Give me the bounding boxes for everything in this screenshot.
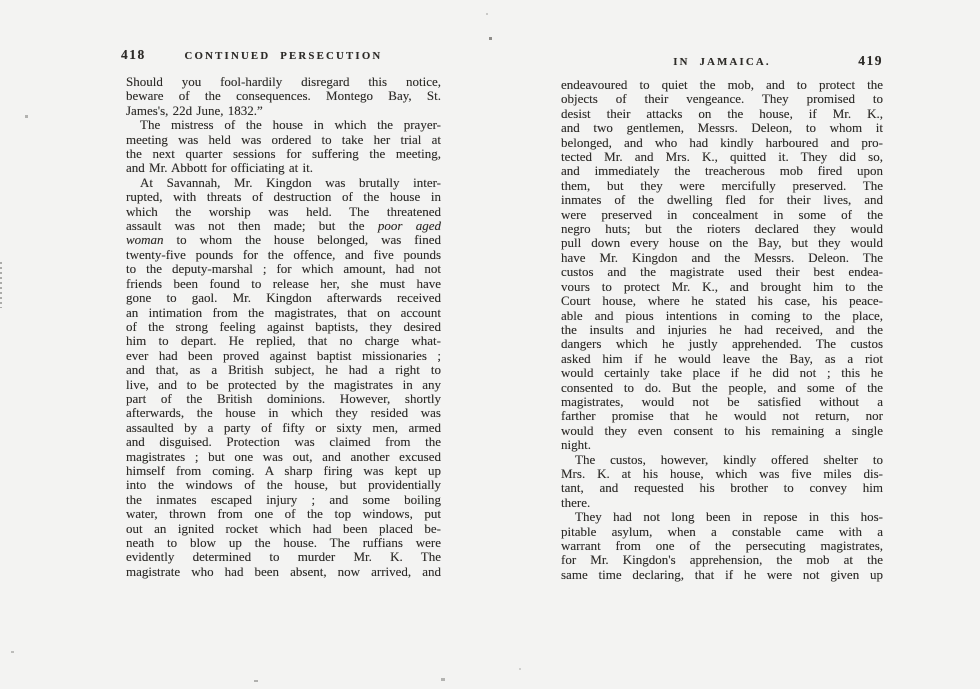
scan-speck	[486, 13, 488, 15]
page-text	[126, 75, 441, 579]
text-line: Should you fool-hardily disregard this notice,	[126, 74, 441, 89]
text-line: same time declaring, that if he were not given up	[561, 566, 883, 582]
text-line: which the worship was held. The threatened	[126, 203, 441, 219]
text-line: Mrs. K. at his house, which was five miles dis-	[561, 465, 883, 481]
text-line: desist their attacks on the house, if Mr. K.,	[561, 105, 883, 121]
right-page	[561, 55, 883, 582]
text-line: evidently determined to murder Mr. K. The	[126, 549, 441, 565]
text-line: dangers which he justly apprehended. The custos	[561, 336, 883, 352]
text-line: there.	[561, 494, 591, 510]
left-page-header	[121, 47, 441, 63]
text-line: beware of the consequences. Montego Bay, St.	[126, 88, 441, 104]
paragraph	[126, 75, 441, 118]
paragraph	[126, 118, 441, 176]
scan-speck	[489, 37, 492, 40]
text-line: pull down every house on the Bay, but they would	[561, 235, 883, 251]
text-line: magistrate who had been absent, now arrived, and	[126, 563, 441, 579]
text-line: able and pious intentions in coming to the place,	[561, 307, 883, 323]
text-line: The custos, however, kindly offered shelter to	[575, 451, 883, 467]
text-line: to the deputy-marshal ; for which amount, had not	[126, 261, 441, 277]
right-page-number: 419	[858, 53, 883, 68]
left-running-title: CONTINUED PERSECUTION	[184, 50, 383, 62]
text-line: tected Mr. and Mrs. K., quitted it. They did so,	[561, 149, 883, 165]
text-line: them, but they were mercifully preserved. The	[561, 177, 883, 193]
text-line: neath to blow up the house. The ruffians were	[126, 535, 441, 550]
text-line: live, and to be protected by the magistrates in any	[126, 376, 441, 392]
text-line: magistrates, would not be satisfied without a	[561, 393, 883, 409]
paragraph	[561, 510, 883, 582]
text-line: out an ignited rocket which had been placed be-	[126, 520, 441, 536]
text-line: the inmates escaped injury ; and some boiling	[126, 491, 441, 507]
text-line: ever had been proved against baptist missionaries ;	[126, 347, 441, 363]
text-line: were preserved in concealment in some of the	[561, 206, 883, 222]
text-line: James's, 22d June, 1832.”	[126, 102, 263, 118]
text-line: afterwards, the house in which they resided was	[126, 405, 441, 421]
text-line: custos and the magistrate used their best endea-	[561, 264, 883, 280]
page-text	[561, 78, 883, 582]
scan-speck	[25, 115, 28, 118]
left-page	[121, 47, 441, 579]
paragraph	[126, 176, 441, 579]
text-line: tant, and requested his brother to convey him	[561, 480, 883, 496]
scan-speck	[254, 680, 258, 682]
text-line: and Mr. Abbott for officiating at it.	[126, 160, 314, 176]
text-line: meeting was held was ordered to take her trial at	[126, 131, 441, 147]
text-line: into the windows of the house, but providentially	[126, 477, 441, 493]
text-line: They had not long been in repose in this hos-	[575, 509, 883, 525]
text-line: farther promise that he would not return, nor	[561, 408, 883, 424]
text-line: would certainly take place if he did not ; this he	[561, 365, 883, 381]
text-line: consented to do. But the people, and some of the	[561, 379, 883, 395]
text-line: friends been found to release her, she must have	[126, 275, 441, 291]
text-line: vours to protect Mr. K., and brought him to the	[561, 278, 883, 294]
text-line: would they even consent to his remaining a single	[561, 422, 883, 438]
text-line: water, thrown from one of the top windows, put	[126, 506, 441, 522]
text-line: magistrates ; but one was out, and another excused	[126, 448, 441, 464]
text-line: and disguised. Protection was claimed from the	[126, 434, 441, 450]
text-line: negro huts; but the rioters declared they would	[561, 221, 883, 237]
text-line: twenty-five pounds for the offence, and five pounds	[126, 246, 441, 262]
paragraph	[561, 78, 883, 453]
text-line: the insults and injuries he had received, and the	[561, 321, 883, 337]
scan-edge-artifact	[0, 262, 2, 308]
text-line: the next quarter sessions for suffering the meeting,	[126, 146, 441, 162]
text-line: At Savannah, Mr. Kingdon was brutally inter-	[140, 174, 441, 190]
text-line: of the strong feeling against baptists, they desired	[126, 318, 441, 334]
text-line: him to depart. He replied, that no charge what-	[126, 333, 441, 349]
text-line: asked him if he would leave the Bay, as a riot	[561, 350, 883, 366]
left-page-number: 418	[121, 47, 146, 62]
text-line: himself from coming. A sharp firing was kept up	[126, 462, 441, 478]
text-line: inmates of the dwelling fled for their lives, and	[561, 192, 883, 208]
text-line: have Mr. Kingdon and the Messrs. Deleon. The	[561, 249, 883, 265]
text-line: The mistress of the house in which the prayer-	[140, 117, 441, 133]
text-line: for Mr. Kingdon's apprehension, the mob at the	[561, 552, 883, 568]
text-line: warrant from one of the persecuting magistrates,	[561, 538, 883, 553]
text-line: part of the British dominions. However, shortly	[126, 390, 441, 406]
text-line: endeavoured to quiet the mob, and to protect the	[561, 77, 883, 92]
text-line: and that, as a British subject, he had a right to	[126, 362, 441, 378]
text-line: woman to whom the house belonged, was fined	[126, 232, 441, 248]
text-line: and two gentlemen, Messrs. Deleon, to whom it	[561, 120, 883, 136]
scan-speck	[441, 678, 445, 681]
text-line: gone to gaol. Mr. Kingdon afterwards received	[126, 290, 441, 306]
text-line: night.	[561, 437, 591, 453]
scan-speck	[519, 668, 521, 670]
text-line: objects of their vengeance. They promised to	[561, 91, 883, 107]
text-line: pitable asylum, when a constable came with a	[561, 523, 883, 539]
paragraph	[561, 453, 883, 511]
right-page-header	[561, 55, 883, 69]
text-line: assaulted by a party of fifty or sixty men, armed	[126, 419, 441, 435]
scan-speck	[11, 651, 14, 653]
text-line: and immediately the treacherous mob fired upon	[561, 163, 883, 179]
text-line: belonged, and who had kindly harboured and pro-	[561, 134, 883, 150]
text-line: rupted, with threats of destruction of the house in	[126, 189, 441, 205]
right-running-title: IN JAMAICA.	[673, 56, 771, 68]
text-line: assault was not then made; but the poor aged	[126, 218, 441, 234]
text-line: an intimation from the magistrates, that on account	[126, 304, 441, 320]
text-line: Court house, where he stated his case, his peace-	[561, 293, 883, 309]
